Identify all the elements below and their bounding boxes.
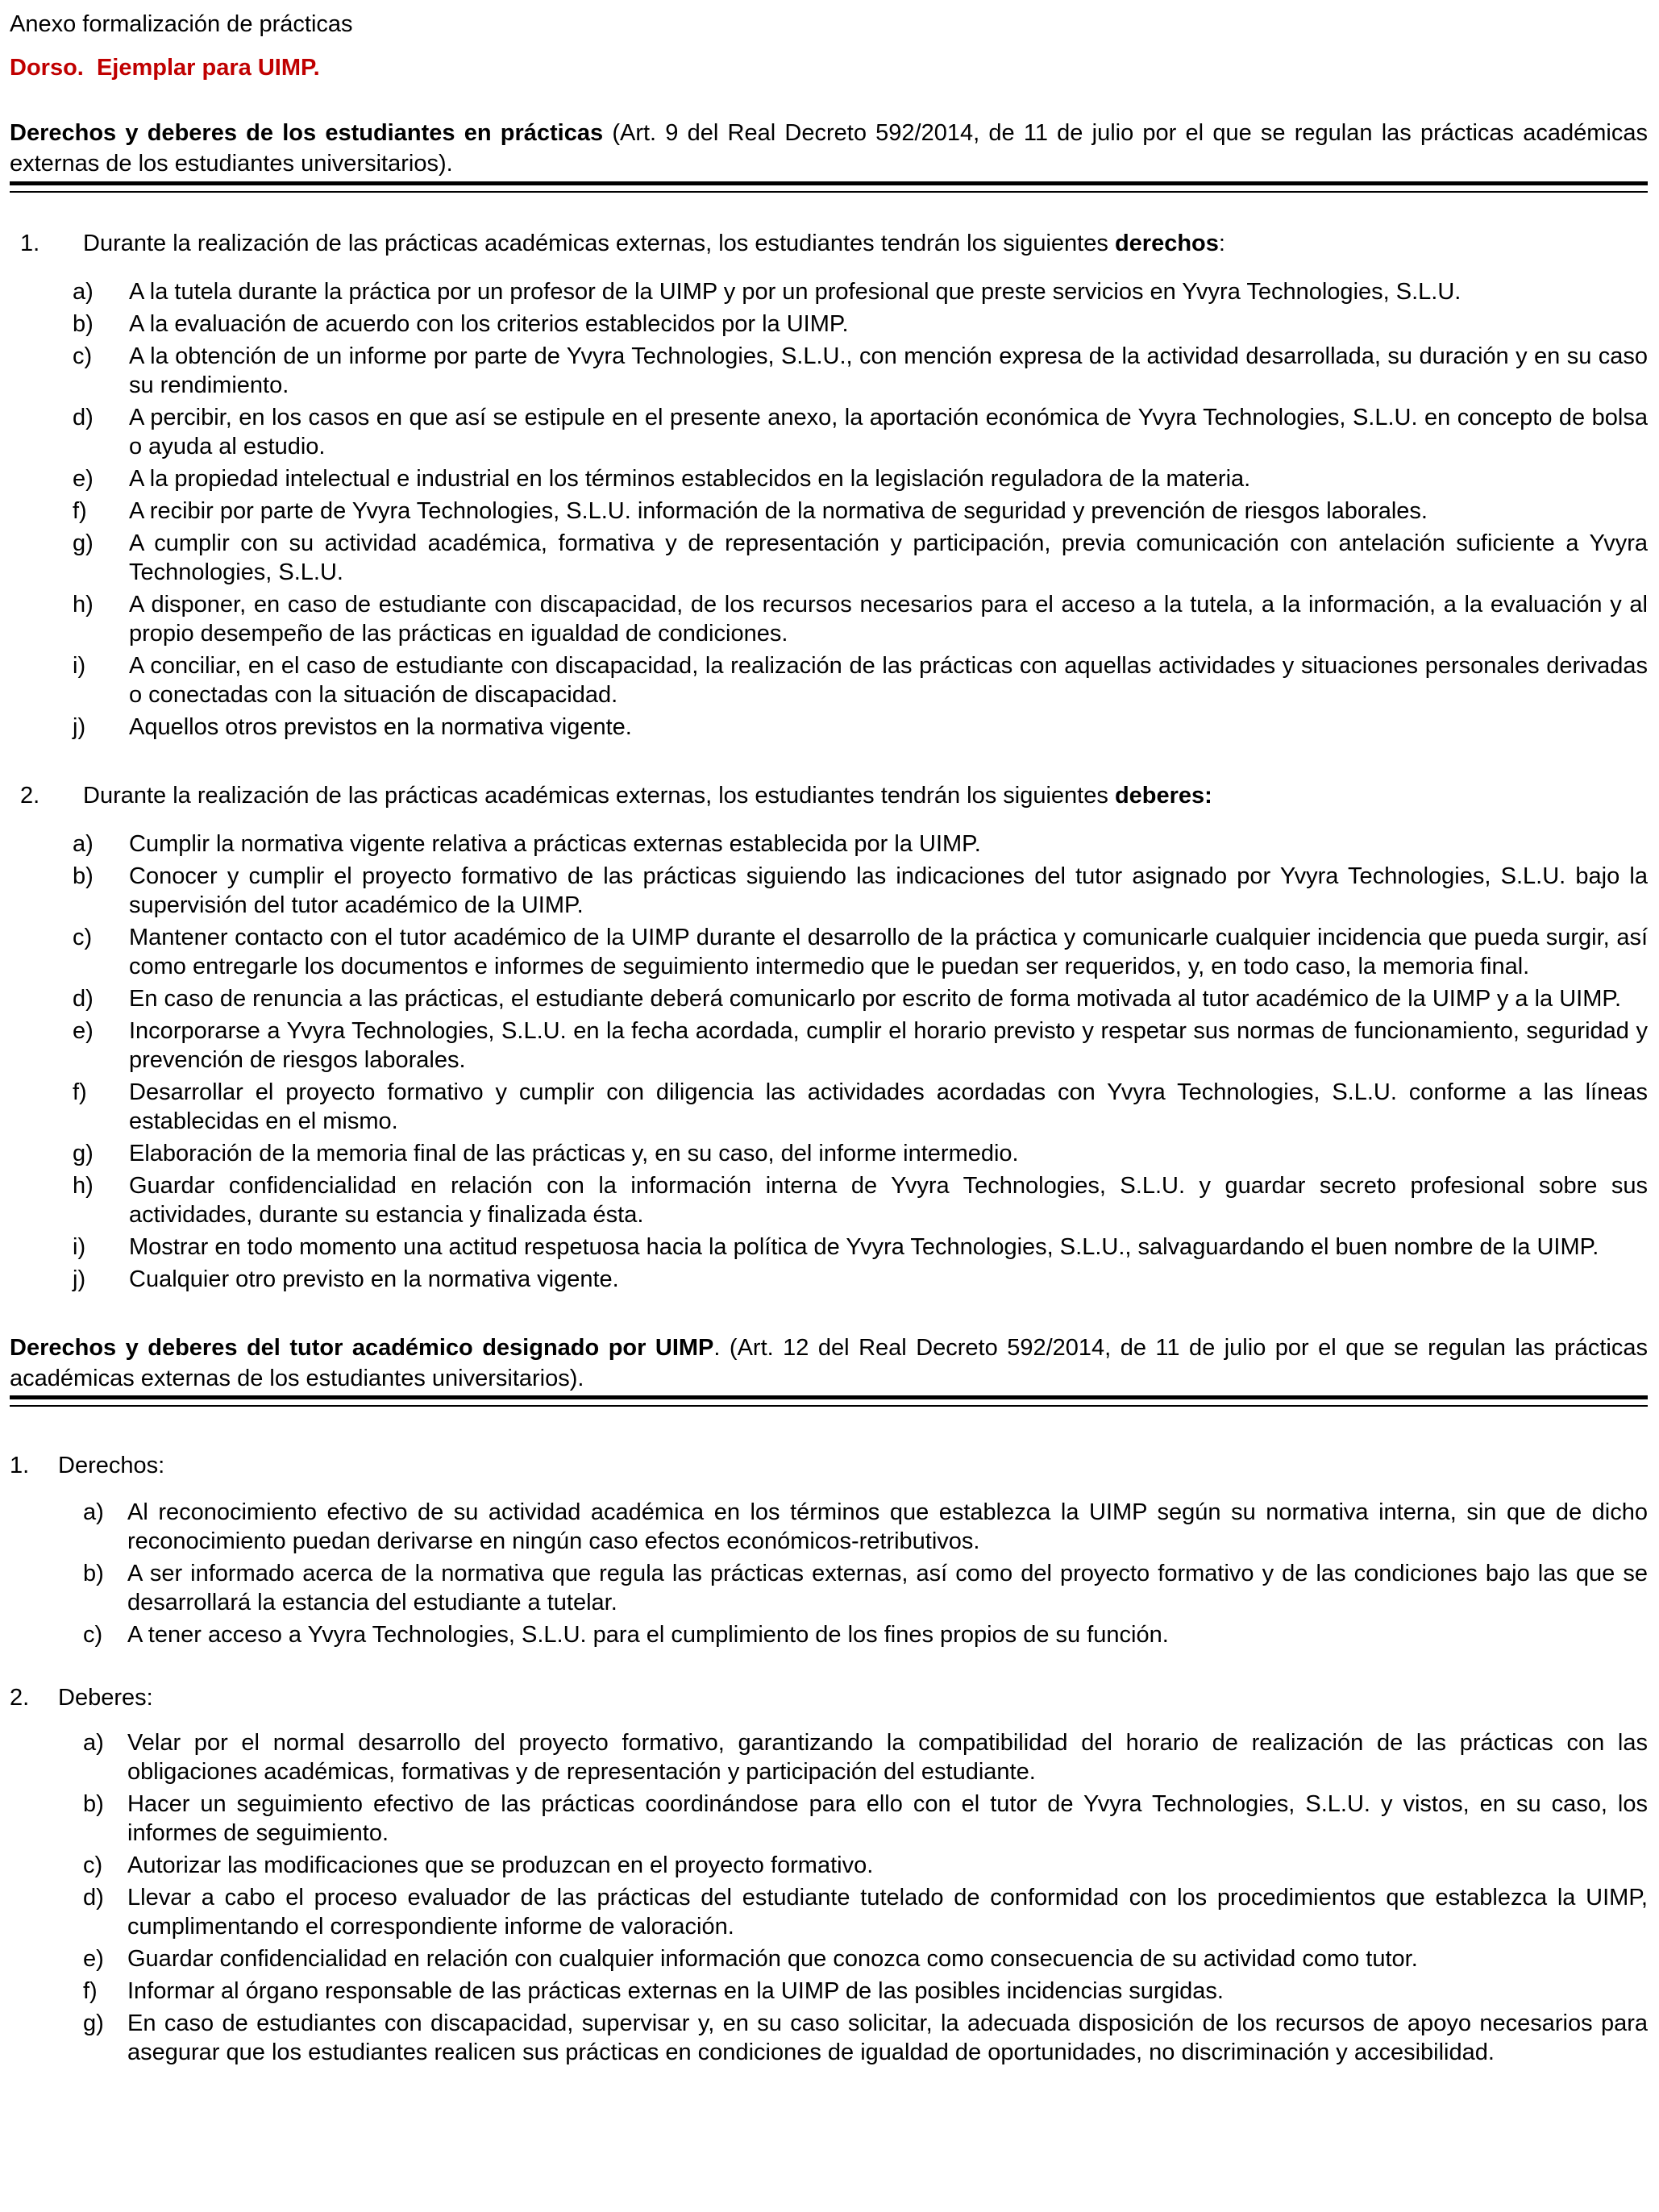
- list-item-text: A ser informado acerca de la normativa que regula las prácticas externas, así como del proyecto formativo y de las condiciones bajo las que se desarrollará la estancia del estudiante a tutelar.: [127, 1561, 1648, 1615]
- list-item: [10, 403, 1648, 461]
- list-item: [10, 830, 1648, 859]
- list-item: [10, 590, 1648, 648]
- list-item-letter: c): [73, 925, 93, 950]
- list-item-text: Al reconocimiento efectivo de su actividad académica en los términos que establezca la UIMP según su normativa interna, sin que de dicho reconocimiento puedan derivarse en ningún caso efectos económicos-retributivos.: [127, 1499, 1648, 1554]
- list-item-letter: g): [73, 530, 94, 556]
- list-item: [10, 1728, 1648, 1786]
- list-item-letter: e): [73, 466, 94, 492]
- list-item: [10, 2009, 1648, 2067]
- list-item-text: A tener acceso a Yvyra Technologies, S.L.U. para el cumplimiento de los fines propios de su función.: [127, 1622, 1169, 1648]
- list-number: 1.: [10, 1453, 30, 1478]
- list-item-letter: c): [83, 1622, 103, 1648]
- list-item: [10, 342, 1648, 400]
- list-item: [10, 1883, 1648, 1941]
- list-item-text: A percibir, en los casos en que así se estipule en el presente anexo, la aportación económica de Yvyra Technologies, S.L.U. en concepto de bolsa o ayuda al estudio.: [129, 405, 1648, 459]
- list-item: [10, 1944, 1648, 1973]
- list-item: [10, 277, 1648, 306]
- list-item-letter: a): [73, 831, 94, 857]
- list-item-text: Velar por el normal desarrollo del proyecto formativo, garantizando la compatibilidad del horario de realización de las prácticas con las obligaciones académicas, formativas y de representación y participación del estudiante.: [127, 1730, 1648, 1785]
- list-item: [10, 1559, 1648, 1617]
- list-item-text: Aquellos otros previstos en la normativa vigente.: [129, 714, 632, 740]
- tutor-duties-label: Deberes:: [58, 1685, 153, 1711]
- section-divider: [10, 1395, 1648, 1407]
- list-item-text: Conocer y cumplir el proyecto formativo de las prácticas siguiendo las indicaciones del tutor asignado por Yvyra Technologies, S.L.U. bajo la supervisión del tutor académico de la UIMP.: [129, 863, 1648, 918]
- tutor-duties-list: [10, 1728, 1648, 2067]
- list-item-letter: b): [83, 1561, 104, 1586]
- list-item-letter: c): [83, 1852, 103, 1878]
- list-item: [10, 651, 1648, 709]
- list-item-letter: j): [73, 714, 86, 740]
- students-section-heading-bold: Derechos y deberes de los estudiantes en prácticas: [10, 120, 604, 146]
- list-item-letter: f): [73, 1079, 87, 1105]
- tutor-section-heading-bold: Derechos y deberes del tutor académico designado por UIMP: [10, 1335, 714, 1361]
- list-item-text: Elaboración de la memoria final de las prácticas y, en su caso, del informe intermedio.: [129, 1141, 1019, 1166]
- list-item-letter: a): [73, 279, 94, 305]
- list-item-letter: d): [83, 1885, 104, 1911]
- tutor-rights-heading: [10, 1451, 1648, 1480]
- list-item-text: A la evaluación de acuerdo con los criterios establecidos por la UIMP.: [129, 311, 849, 337]
- list-item: [10, 1078, 1648, 1136]
- annex-title: Anexo formalización de prácticas: [10, 11, 353, 37]
- tutor-section-heading: [10, 1333, 1648, 1394]
- list-number: 2.: [10, 1685, 30, 1711]
- list-number: 1.: [20, 231, 40, 256]
- students-duties-intro-keyword: deberes:: [1114, 783, 1212, 809]
- students-duties-intro: [10, 781, 1648, 810]
- tutor-duties-heading: [10, 1683, 1648, 1712]
- list-item-letter: a): [83, 1730, 104, 1756]
- list-item-letter: d): [73, 405, 94, 430]
- students-rights-intro-colon: :: [1218, 231, 1225, 256]
- list-item: [10, 1265, 1648, 1294]
- list-item: [10, 1790, 1648, 1848]
- students-rights-list: [10, 277, 1648, 742]
- list-item: [10, 497, 1648, 526]
- list-item-letter: h): [73, 1173, 94, 1199]
- list-item-text: A recibir por parte de Yvyra Technologies, S.L.U. información de la normativa de seguridad y prevención de riesgos laborales.: [129, 498, 1428, 524]
- list-item: [10, 1498, 1648, 1556]
- list-item-letter: j): [73, 1266, 86, 1292]
- tutor-rights-label: Derechos:: [58, 1453, 165, 1478]
- list-item-text: Mostrar en todo momento una actitud respetuosa hacia la política de Yvyra Technologies, S.L.U., salvaguardando el buen nombre de la UIMP.: [129, 1234, 1599, 1260]
- list-item: [10, 1620, 1648, 1649]
- list-item-text: Autorizar las modificaciones que se produzcan en el proyecto formativo.: [127, 1852, 874, 1878]
- list-item-letter: b): [73, 311, 94, 337]
- list-item-text: Incorporarse a Yvyra Technologies, S.L.U. en la fecha acordada, cumplir el horario previsto y respetar sus normas de funcionamiento, seguridad y prevención de riesgos laborales.: [129, 1018, 1648, 1073]
- list-item-letter: b): [83, 1791, 104, 1817]
- list-item-letter: c): [73, 343, 93, 369]
- list-item: [10, 1139, 1648, 1168]
- list-item-text: Mantener contacto con el tutor académico de la UIMP durante el desarrollo de la práctica y comunicarle cualquier incidencia que pueda surgir, así como entregarle los documentos e informes de seguimiento intermedio que le puedan ser requeridos, y, en todo caso, la memoria final.: [129, 925, 1648, 979]
- list-item-text: A cumplir con su actividad académica, formativa y de representación y participación, previa comunicación con antelación suficiente a Yvyra Technologies, S.L.U.: [129, 530, 1648, 585]
- list-item-letter: i): [73, 1234, 86, 1260]
- list-item-letter: i): [73, 653, 86, 679]
- list-item: [10, 1171, 1648, 1229]
- list-number: 2.: [20, 783, 40, 809]
- list-item: [10, 984, 1648, 1013]
- list-item-text: Cumplir la normativa vigente relativa a prácticas externas establecida por la UIMP.: [129, 831, 981, 857]
- list-item: [10, 1851, 1648, 1880]
- students-duties-intro-text: Durante la realización de las prácticas académicas externas, los estudiantes tendrán los siguientes: [83, 783, 1115, 809]
- list-item: [10, 464, 1648, 493]
- list-item-letter: h): [73, 592, 94, 617]
- divider-thick-line: [10, 181, 1648, 185]
- list-item-text: A la obtención de un informe por parte de Yvyra Technologies, S.L.U., con mención expresa de la actividad desarrollada, su duración y en su caso su rendimiento.: [129, 343, 1648, 398]
- list-item-text: A disponer, en caso de estudiante con discapacidad, de los recursos necesarios para el acceso a la tutela, a la información, a la evaluación y al propio desempeño de las prácticas en igualdad de condiciones.: [129, 592, 1648, 647]
- list-item-text: En caso de estudiantes con discapacidad, supervisar y, en su caso solicitar, la adecuada disposición de los recursos de apoyo necesarios para asegurar que los estudiantes realicen sus prácticas en condiciones de igualdad de oportunidades, no discriminación y accesibilidad.: [127, 2010, 1648, 2065]
- list-item-letter: g): [73, 1141, 94, 1166]
- list-item-letter: e): [73, 1018, 94, 1044]
- tutor-section-heading-rest: . (Art. 12 del Real Decreto 592/2014, de 11 de julio por el que se regulan las prácticas académicas externas de los estudiantes universitarios).: [10, 1335, 1648, 1391]
- students-section-heading: [10, 118, 1648, 179]
- students-duties-list: [10, 830, 1648, 1294]
- students-rights-intro-keyword: derechos: [1114, 231, 1219, 256]
- list-item: [10, 529, 1648, 587]
- students-rights-intro-text: Durante la realización de las prácticas académicas externas, los estudiantes tendrán los siguientes: [83, 231, 1115, 256]
- list-item: [10, 713, 1648, 742]
- list-item-text: En caso de renuncia a las prácticas, el estudiante deberá comunicarlo por escrito de forma motivada al tutor académico de la UIMP y a la UIMP.: [129, 986, 1622, 1012]
- list-item-text: A la propiedad intelectual e industrial en los términos establecidos en la legislación reguladora de la materia.: [129, 466, 1251, 492]
- list-item-text: Desarrollar el proyecto formativo y cumplir con diligencia las actividades acordadas con Yvyra Technologies, S.L.U. conforme a las líneas establecidas en el mismo.: [129, 1079, 1648, 1134]
- students-rights-intro: [10, 229, 1648, 258]
- section-divider: [10, 181, 1648, 193]
- list-item-text: Llevar a cabo el proceso evaluador de las prácticas del estudiante tutelado de conformidad con los procedimientos que establezca la UIMP, cumplimentando el correspondiente informe de valoración.: [127, 1885, 1648, 1940]
- list-item-letter: f): [83, 1978, 98, 2004]
- divider-thin-line: [10, 1405, 1648, 1407]
- list-item: [10, 923, 1648, 981]
- divider-thick-line: [10, 1395, 1648, 1399]
- list-item: [10, 310, 1648, 339]
- list-item-text: Guardar confidencialidad en relación con cualquier información que conozca como consecuencia de su actividad como tutor.: [127, 1946, 1418, 1972]
- list-item: [10, 1233, 1648, 1262]
- list-item-text: Informar al órgano responsable de las prácticas externas en la UIMP de las posibles incidencias surgidas.: [127, 1978, 1224, 2004]
- list-item-text: Cualquier otro previsto en la normativa vigente.: [129, 1266, 619, 1292]
- tutor-rights-list: [10, 1498, 1648, 1649]
- list-item-letter: d): [73, 986, 94, 1012]
- students-section-heading-rest: (Art. 9 del Real Decreto 592/2014, de 11 de julio por el que se regulan las prácticas académicas externas de los estudiantes universitarios).: [10, 120, 1648, 177]
- list-item: [10, 1017, 1648, 1075]
- list-item-text: A conciliar, en el caso de estudiante con discapacidad, la realización de las prácticas con aquellas actividades y situaciones personales derivadas o conectadas con la situación de discapacidad.: [129, 653, 1648, 708]
- divider-thin-line: [10, 191, 1648, 193]
- copy-for-uimp-line: Dorso. Ejemplar para UIMP.: [10, 55, 320, 81]
- list-item-letter: e): [83, 1946, 104, 1972]
- list-item-text: Hacer un seguimiento efectivo de las prácticas coordinándose para ello con el tutor de Yvyra Technologies, S.L.U. y vistos, en su caso, los informes de seguimiento.: [127, 1791, 1648, 1846]
- list-item-text: A la tutela durante la práctica por un profesor de la UIMP y por un profesional que preste servicios en Yvyra Technologies, S.L.U.: [129, 279, 1462, 305]
- list-item: [10, 862, 1648, 920]
- list-item-letter: g): [83, 2010, 104, 2036]
- list-item: [10, 1977, 1648, 2006]
- list-item-letter: f): [73, 498, 87, 524]
- list-item-text: Guardar confidencialidad en relación con la información interna de Yvyra Technologies, S.L.U. y guardar secreto profesional sobre sus actividades, durante su estancia y finalizada ésta.: [129, 1173, 1648, 1228]
- list-item-letter: b): [73, 863, 94, 889]
- list-item-letter: a): [83, 1499, 104, 1525]
